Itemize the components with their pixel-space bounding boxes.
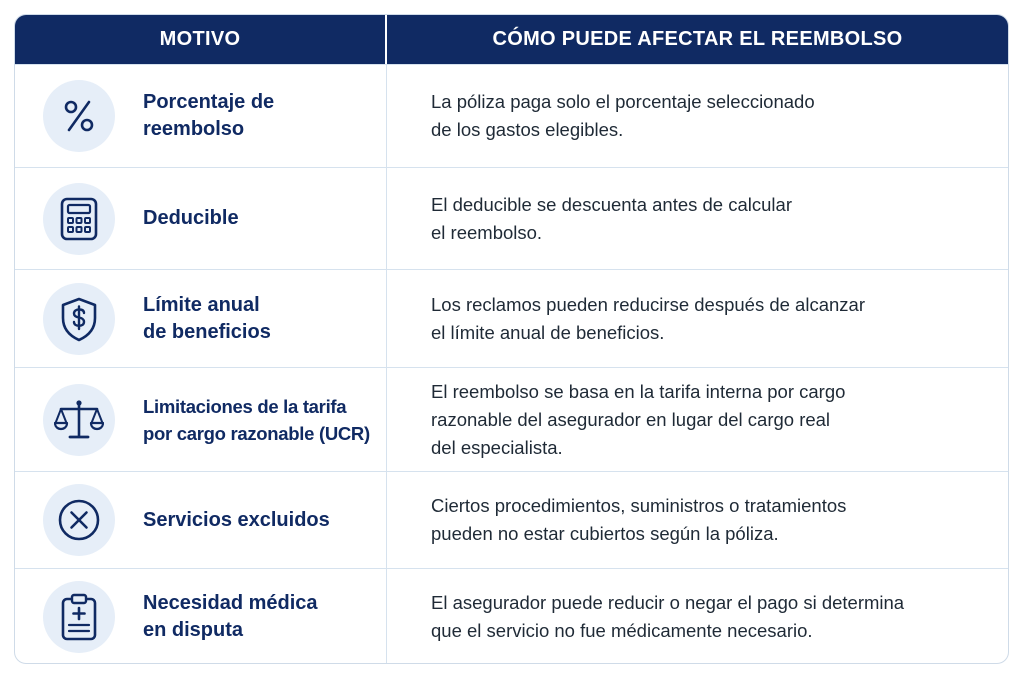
effect-text: Ciertos procedimientos, suministros o tratamientos pueden no estar cubiertos según la póliza. <box>431 495 847 544</box>
reason-label: Necesidad médica en disputa <box>143 591 318 641</box>
table-header <box>15 15 1008 64</box>
reason-cell <box>15 270 387 367</box>
table-row <box>15 367 1008 471</box>
header-reason: MOTIVO <box>15 15 387 64</box>
scales-icon <box>43 384 115 456</box>
effect-cell <box>387 270 1008 367</box>
reason-cell <box>15 65 387 167</box>
x-circle-icon <box>43 484 115 556</box>
table-row <box>15 64 1008 167</box>
effect-text: El asegurador puede reducir o negar el pago si determina que el servicio no fue médicamente necesario. <box>431 591 905 641</box>
reason-cell <box>15 368 387 471</box>
table-row <box>15 167 1008 269</box>
effect-text: Los reclamos pueden reducirse después de alcanzar el límite anual de beneficios. <box>431 293 865 343</box>
clipboard-medical-icon <box>43 581 115 653</box>
reimbursement-table <box>14 14 1009 664</box>
header-effect: CÓMO PUEDE AFECTAR EL REEMBOLSO <box>492 28 903 50</box>
reason-cell <box>15 569 387 664</box>
effect-cell <box>387 569 1008 664</box>
effect-cell <box>387 368 1008 471</box>
effect-cell <box>387 168 1008 269</box>
reason-label: Porcentaje de reembolso <box>143 91 275 140</box>
reason-label: Servicios excluidos <box>143 508 330 531</box>
shield-dollar-icon <box>43 283 115 355</box>
reason-label: Limitaciones de la tarifa por cargo razonable (UCR) <box>143 395 370 444</box>
calculator-icon <box>43 183 115 255</box>
table-row <box>15 269 1008 367</box>
table-row <box>15 568 1008 664</box>
reason-cell <box>15 168 387 269</box>
effect-cell <box>387 472 1008 568</box>
reason-label: Deducible <box>143 207 239 229</box>
effect-cell <box>387 65 1008 167</box>
reason-label: Límite anual de beneficios <box>143 293 271 343</box>
effect-text: El deducible se descuenta antes de calcular el reembolso. <box>431 193 792 243</box>
table-row <box>15 471 1008 568</box>
percent-icon <box>43 80 115 152</box>
reason-cell <box>15 472 387 568</box>
effect-text: La póliza paga solo el porcentaje seleccionado de los gastos elegibles. <box>431 91 815 140</box>
effect-text: El reembolso se basa en la tarifa interna por cargo razonable del asegurador en lugar del cargo real del especialista. <box>431 380 846 458</box>
